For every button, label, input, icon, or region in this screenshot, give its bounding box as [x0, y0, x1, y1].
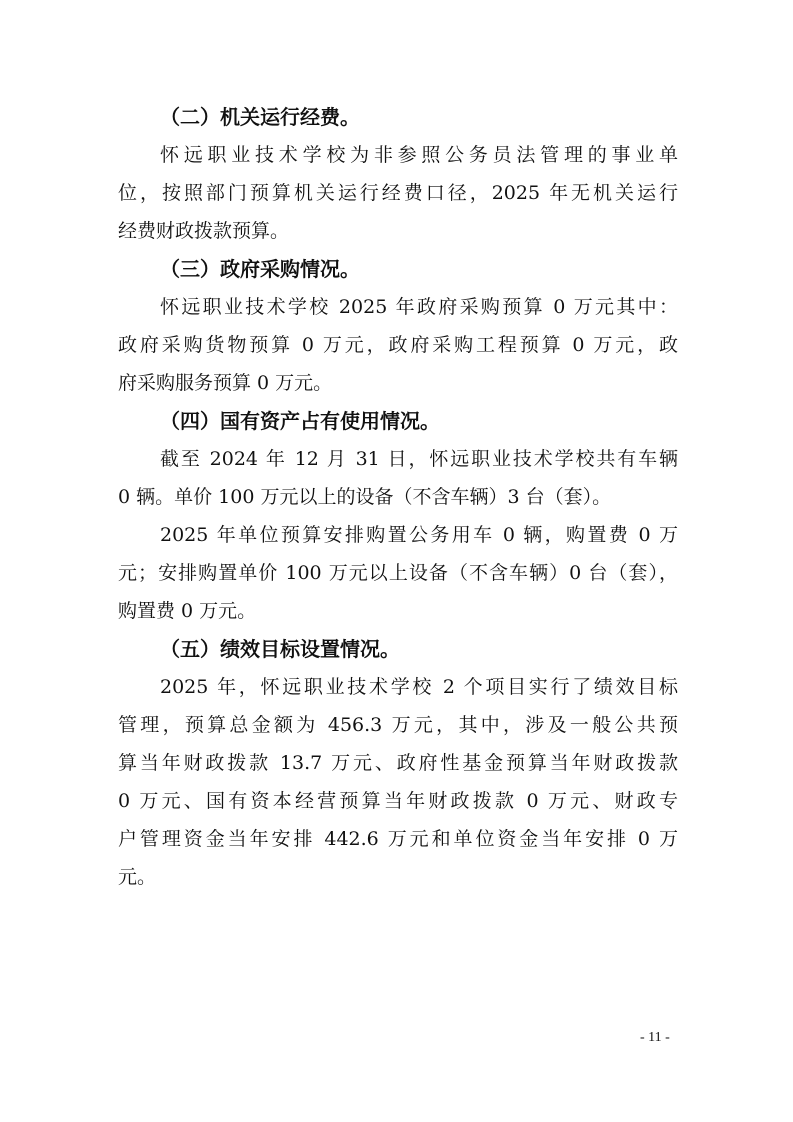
text-line: 0 辆。单价 100 万元以上的设备（不含车辆）3 台（套）。 [118, 486, 612, 508]
text-line: 位，按照部门预算机关运行经费口径，2025 年无机关运行 [118, 182, 678, 204]
text-line: 算当年财政拨款 13.7 万元、政府性基金预算当年财政拨款 [118, 752, 678, 774]
text-line: 经费财政拨款预算。 [118, 220, 290, 242]
paragraph-procurement [118, 288, 678, 402]
text-line: 2025 年单位预算安排购置公务用车 0 辆，购置费 0 万 [160, 524, 678, 546]
section-heading-state-assets: （四）国有资产占有使用情况。 [160, 409, 440, 433]
section-heading-operating-expenses: （二）机关运行经费。 [160, 105, 360, 129]
text-line: 元。 [118, 866, 157, 888]
text-line: 怀远职业技术学校为非参照公务员法管理的事业单 [160, 144, 678, 166]
text-line: 府采购服务预算 0 万元。 [118, 372, 333, 394]
text-line: 政府采购货物预算 0 万元，政府采购工程预算 0 万元，政 [118, 334, 678, 356]
text-line: 元；安排购置单价 100 万元以上设备（不含车辆）0 台（套）， [118, 562, 678, 584]
section-heading-procurement: （三）政府采购情况。 [160, 257, 360, 281]
text-line: 截至 2024 年 12 月 31 日，怀远职业技术学校共有车辆 [160, 448, 678, 470]
document-body [118, 98, 678, 896]
paragraph-operating-expenses [118, 136, 678, 250]
paragraph-performance-targets [118, 668, 678, 896]
text-line: 管理，预算总金额为 456.3 万元，其中，涉及一般公共预 [118, 714, 678, 736]
page-number: - 11 - [640, 1030, 670, 1045]
text-line: 户管理资金当年安排 442.6 万元和单位资金当年安排 0 万 [118, 828, 678, 850]
text-line: 2025 年，怀远职业技术学校 2 个项目实行了绩效目标 [160, 676, 678, 698]
section-heading-performance-targets: （五）绩效目标设置情况。 [160, 637, 400, 661]
text-line: 购置费 0 万元。 [118, 600, 257, 622]
text-line: 0 万元、国有资本经营预算当年财政拨款 0 万元、财政专 [118, 790, 678, 812]
paragraph-state-assets [118, 440, 678, 516]
text-line: 怀远职业技术学校 2025 年政府采购预算 0 万元其中： [160, 296, 678, 318]
paragraph-vehicle-purchase [118, 516, 678, 630]
